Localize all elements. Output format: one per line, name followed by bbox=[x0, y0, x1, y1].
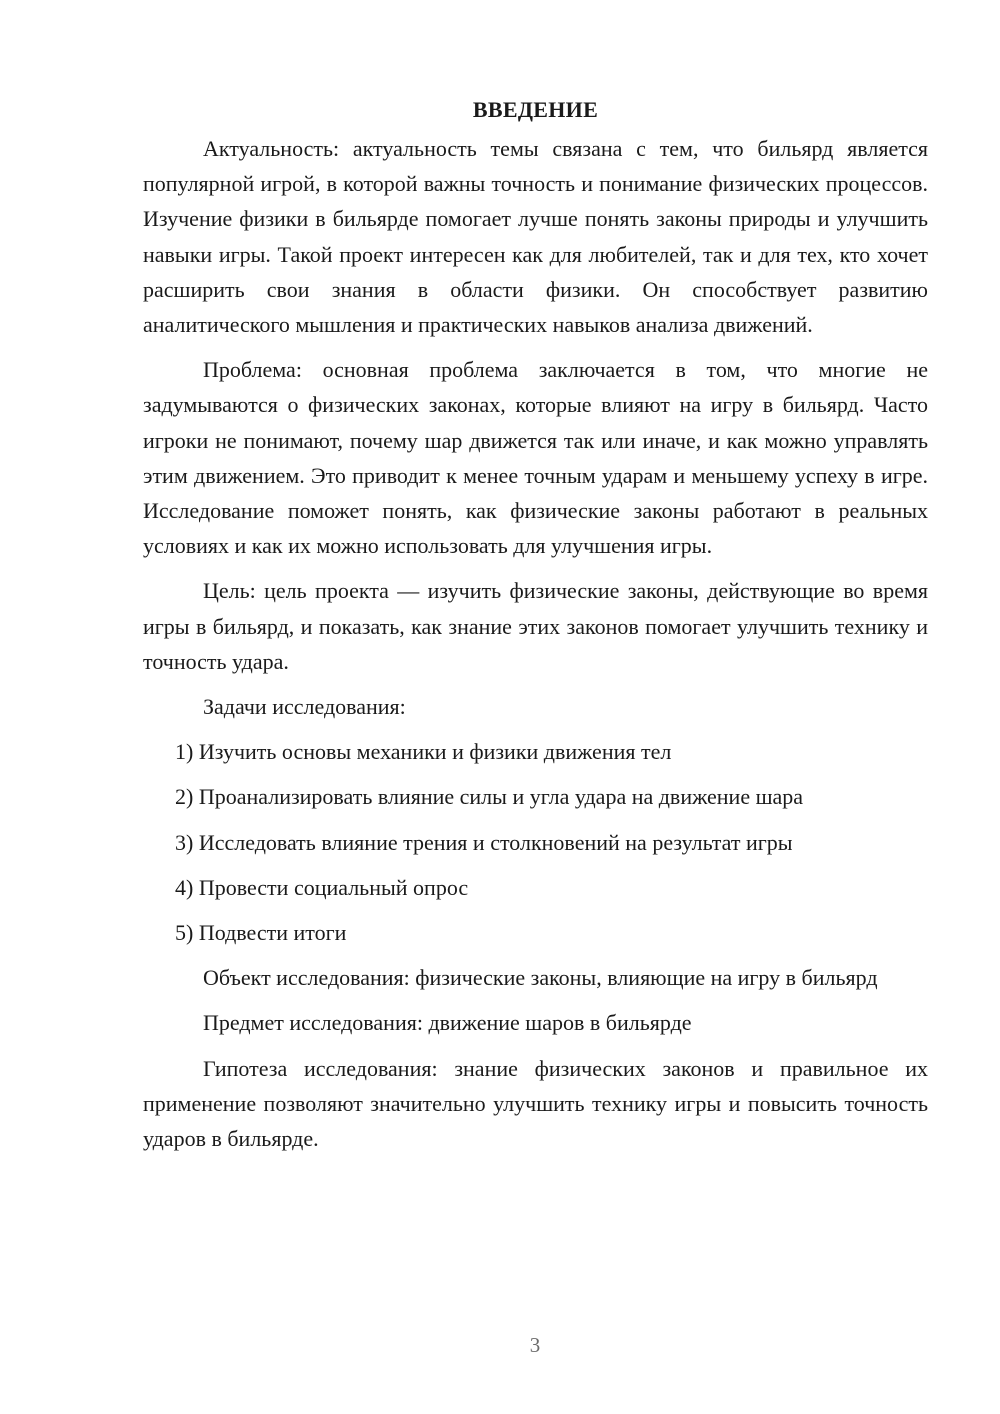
task-item: 5) Подвести итоги bbox=[175, 920, 347, 946]
problem-paragraph: Проблема: основная проблема заключается в том, что многие не задумываются о физических законах, которые влияют на игру в бильярд. Часто игроки не понимают, почему шар движется так или иначе, и как можно управлять этим движением. Это приводит к менее точным ударам и меньшему успеху в игре. Исследование поможет понять, как физические законы работают в реальных условиях и как их можно использовать для улучшения игры. bbox=[143, 357, 928, 559]
tasks-heading: Задачи исследования: bbox=[203, 694, 406, 720]
task-item: 2) Проанализировать влияние силы и угла удара на движение шара bbox=[175, 784, 804, 810]
task-item: 3) Исследовать влияние трения и столкновений на результат игры bbox=[175, 829, 793, 855]
goal-paragraph: Цель: цель проекта — изучить физические законы, действующие во время игры в бильярд, и показать, как знание этих законов помогает улучшить технику и точность удара. bbox=[143, 578, 928, 674]
task-item: 1) Изучить основы механики и физики движения тел bbox=[175, 739, 672, 765]
page-number: 3 bbox=[529, 1333, 541, 1357]
hypothesis-paragraph: Гипотеза исследования: знание физических законов и правильное их применение позволяют значительно улучшить технику игры и повысить точность ударов в бильярде. bbox=[143, 1055, 928, 1152]
task-list bbox=[143, 734, 928, 950]
task-item: 4) Провести социальный опрос bbox=[175, 874, 469, 900]
research-subject-paragraph: Предмет исследования: движение шаров в бильярде bbox=[203, 1010, 692, 1036]
research-object-paragraph: Объект исследования: физические законы, влияющие на игру в бильярд bbox=[203, 965, 878, 991]
relevance-paragraph: Актуальность: актуальность темы связана с тем, что бильярд является популярной игрой, в которой важны точность и понимание физических процессов. Изучение физики в бильярде помогает лучше понять законы природы и улучшить навыки игры. Такой проект интересен как для любителей, так и для тех, кто хочет расширить свои знания в области физики. Он способствует развитию аналитического мышления и практических навыков анализа движений. bbox=[143, 136, 928, 338]
document-page bbox=[143, 92, 928, 1156]
page-title: ВВЕДЕНИЕ bbox=[472, 97, 599, 122]
